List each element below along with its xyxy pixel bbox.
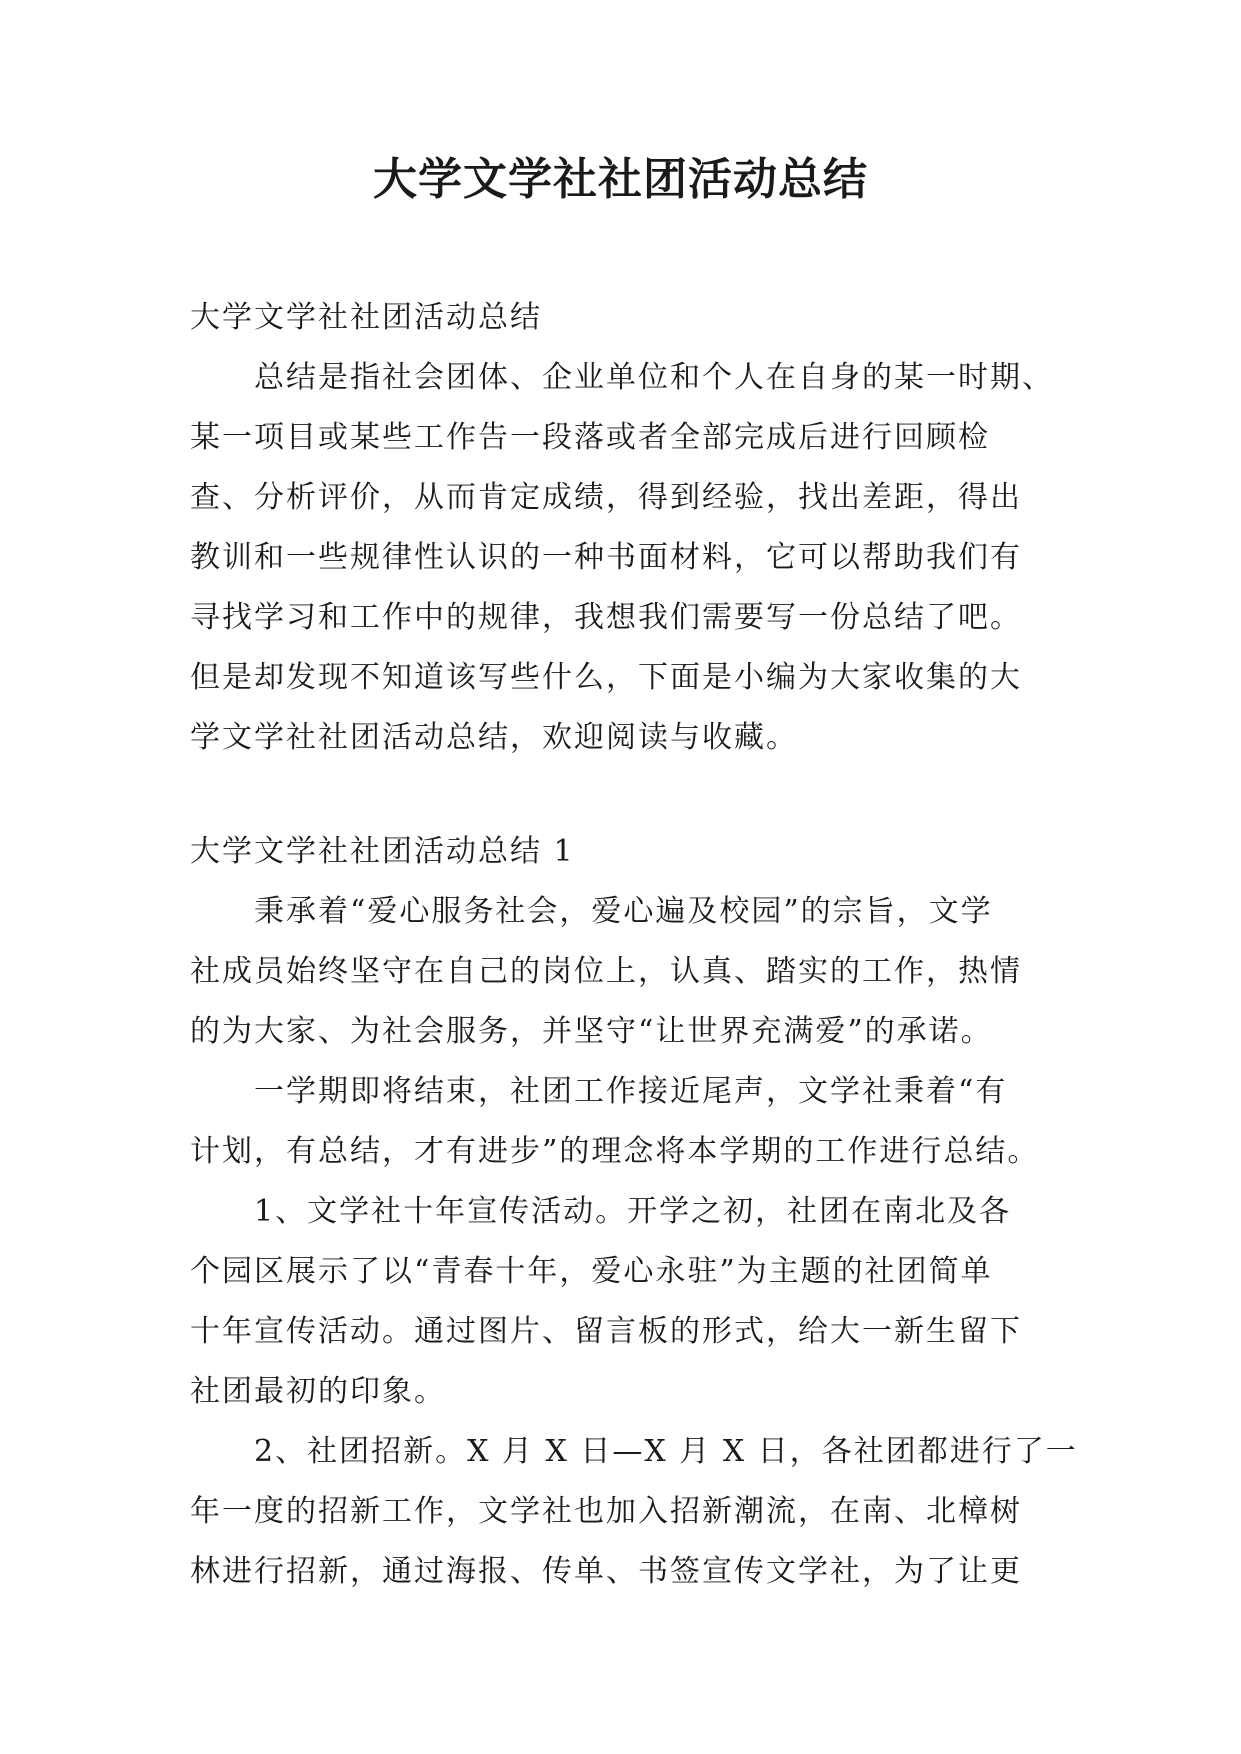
part1-paragraph-item-2	[190, 1422, 1078, 1602]
paragraph-line: 个园区展示了以“青春十年，爱心永驻”为主题的社团简单	[190, 1254, 993, 1289]
paragraph-line: 2、社团招新。X 月 X 日—X 月 X 日，各社团都进行了一	[254, 1434, 1078, 1469]
part1-paragraph-mission	[190, 882, 1050, 1062]
part1-paragraph-item-1	[190, 1182, 1050, 1422]
paragraph-line: 计划，有总结，才有进步”的理念将本学期的工作进行总结。	[190, 1134, 1040, 1169]
intro-paragraph	[190, 348, 1054, 768]
section-spacer	[190, 768, 1050, 822]
paragraph-line: 的为大家、为社会服务，并坚守“让世界充满爱”的承诺。	[190, 1014, 993, 1049]
paragraph-line: 查、分析评价，从而肯定成绩，得到经验，找出差距，得出	[190, 480, 1022, 515]
part1-paragraph-semester	[190, 1062, 1050, 1182]
paragraph-line: 十年宣传活动。通过图片、留言板的形式，给大一新生留下	[190, 1314, 1022, 1349]
part1-heading: 大学文学社社团活动总结 1	[190, 834, 575, 869]
paragraph-line: 1、文学社十年宣传活动。开学之初，社团在南北及各	[254, 1194, 1012, 1229]
paragraph-line: 一学期即将结束，社团工作接近尾声，文学社秉着“有	[254, 1074, 1008, 1109]
section-heading: 大学文学社社团活动总结	[190, 300, 542, 335]
paragraph-line: 某一项目或某些工作告一段落或者全部完成后进行回顾检	[190, 420, 990, 455]
paragraph-line: 教训和一些规律性认识的一种书面材料，它可以帮助我们有	[190, 540, 1022, 575]
paragraph-line: 总结是指社会团体、企业单位和个人在自身的某一时期、	[254, 360, 1054, 395]
paragraph-line: 学文学社社团活动总结，欢迎阅读与收藏。	[190, 720, 798, 755]
paragraph-line: 秉承着“爱心服务社会，爱心遍及校园”的宗旨，文学	[254, 894, 993, 929]
paragraph-line: 但是却发现不知道该写些什么，下面是小编为大家收集的大	[190, 660, 1022, 695]
document-title: 大学文学社社团活动总结	[373, 154, 868, 205]
paragraph-line: 林进行招新，通过海报、传单、书签宣传文学社，为了让更	[190, 1554, 1022, 1589]
paragraph-line: 年一度的招新工作，文学社也加入招新潮流，在南、北樟树	[190, 1494, 1022, 1529]
paragraph-line: 社团最初的印象。	[190, 1374, 446, 1409]
paragraph-line: 寻找学习和工作中的规律，我想我们需要写一份总结了吧。	[190, 600, 1022, 635]
document-body	[190, 288, 1078, 1602]
paragraph-line: 社成员始终坚守在自己的岗位上，认真、踏实的工作，热情	[190, 954, 1022, 989]
